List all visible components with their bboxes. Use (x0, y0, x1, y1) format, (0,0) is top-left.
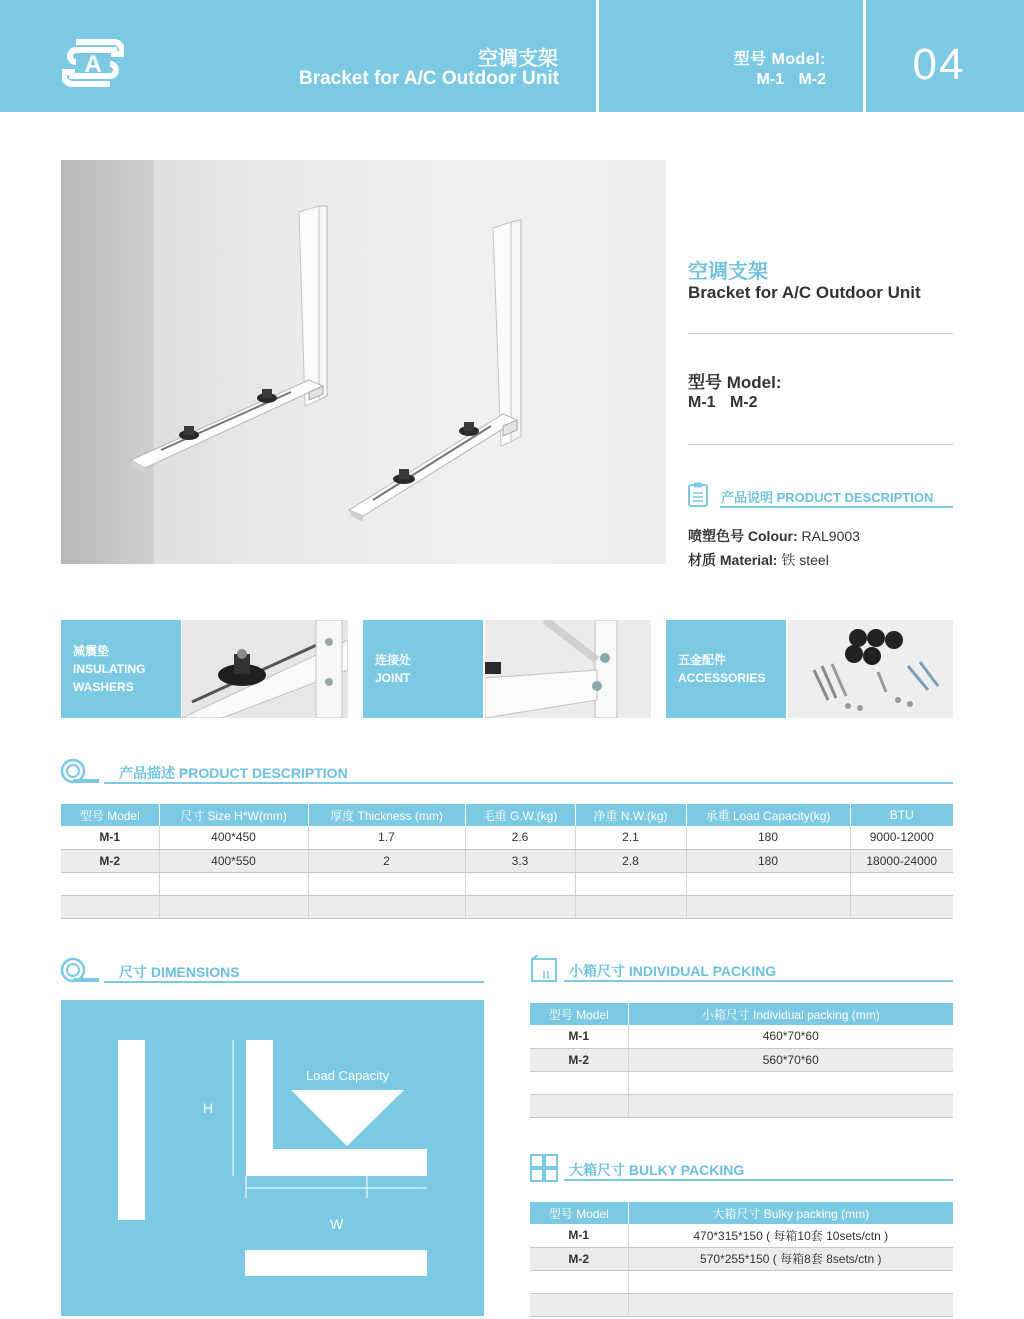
table-header-row (530, 1003, 953, 1025)
page-number: 04 (912, 40, 966, 89)
section-underline (564, 980, 953, 982)
thumbnail-label-accessories (666, 620, 786, 718)
large-box-icon (530, 1154, 558, 1182)
table-cell: M-2 (530, 1048, 628, 1071)
column-header: BTU (850, 804, 953, 826)
table-cell: M-1 (61, 826, 159, 849)
product-photo (61, 160, 666, 564)
material-spec (688, 550, 829, 570)
thumbnail-photo-washers (182, 620, 348, 718)
table-row (61, 849, 953, 872)
table-cell (628, 1071, 953, 1094)
colour-label: 喷塑色号 Colour: (688, 528, 798, 544)
table-row (61, 826, 953, 849)
clipboard-icon (688, 482, 708, 507)
section-underline (564, 1179, 953, 1181)
table-cell: 2.1 (575, 826, 686, 849)
header-model-label: 型号 Model: (733, 51, 826, 68)
column-header: 型号 Model (61, 804, 159, 826)
small-box-icon (530, 955, 558, 983)
thumbnail-label-cn: 连接处 (375, 653, 412, 667)
table-cell: 9000-12000 (850, 826, 953, 849)
table-cell (530, 1071, 628, 1094)
table-cell: 2.8 (575, 849, 686, 872)
table-cell (530, 1293, 628, 1316)
column-header: 净重 N.W.(kg) (575, 804, 686, 826)
table-row (61, 895, 953, 918)
thumbnail-photo-joint (485, 620, 651, 718)
table-cell (850, 895, 953, 918)
table-cell (628, 1270, 953, 1293)
table-cell: M-1 (530, 1224, 628, 1247)
table-cell (465, 872, 575, 895)
table-cell: 18000-24000 (850, 849, 953, 872)
table-cell (686, 895, 850, 918)
table-cell: 460*70*60 (628, 1025, 953, 1048)
table-cell (159, 872, 308, 895)
table-cell (575, 895, 686, 918)
material-label: 材质 Material: (688, 552, 778, 568)
table-cell (159, 895, 308, 918)
bracket-dimension-drawing (61, 1000, 484, 1316)
table-cell: 180 (686, 849, 850, 872)
model-values: M-1 M-2 (688, 394, 758, 411)
table-cell (465, 895, 575, 918)
individual-packing-title: 小箱尺寸 INDIVIDUAL PACKING (569, 963, 777, 979)
table-cell (628, 1293, 953, 1316)
column-header: 厚度 Thickness (mm) (308, 804, 465, 826)
bracket-pair-illustration (61, 160, 666, 564)
column-header: 型号 Model (530, 1202, 628, 1224)
table-cell: 400*450 (159, 826, 308, 849)
header-models: M-1 M-2 (756, 71, 826, 88)
table-cell: 1.7 (308, 826, 465, 849)
individual-packing-table (530, 1003, 953, 1118)
column-header: 承重 Load Capacity(kg) (686, 804, 850, 826)
thumbnail-label-en: ACCESSORIES (678, 671, 766, 685)
column-header: 小箱尺寸 Individual packing (mm) (628, 1003, 953, 1025)
colour-spec (688, 526, 860, 546)
thumbnail-label-en: JOINT (375, 671, 411, 685)
bracket-left (131, 206, 327, 474)
thumbnail-label-en: INSULATING (73, 662, 146, 676)
table-header-row (530, 1202, 953, 1224)
table-cell: M-2 (61, 849, 159, 872)
column-header: 型号 Model (530, 1003, 628, 1025)
thumbnail-label-cn: 五金配件 (678, 653, 727, 667)
table-row (530, 1293, 953, 1316)
table-cell: 570*255*150 ( 每箱8套 8sets/ctn ) (628, 1247, 953, 1270)
table-cell: 3.3 (465, 849, 575, 872)
column-header: 大箱尺寸 Bulky packing (mm) (628, 1202, 953, 1224)
table-cell (686, 872, 850, 895)
thumbnail-label-cn: 减震垫 (73, 644, 110, 658)
model-label: 型号 Model: (688, 373, 782, 392)
divider (688, 444, 953, 445)
bulky-packing-table (530, 1202, 953, 1317)
table-cell: 470*315*150 ( 每箱10套 10sets/ctn ) (628, 1224, 953, 1247)
brand-logo-icon (62, 36, 124, 90)
table-cell (575, 872, 686, 895)
product-title-en: Bracket for A/C Outdoor Unit (688, 283, 921, 302)
column-header: 尺寸 Size H*W(mm) (159, 804, 308, 826)
tape-measure-icon (60, 758, 100, 784)
width-label: W (330, 1216, 344, 1232)
colour-value: RAL9003 (801, 528, 860, 544)
table-row (530, 1048, 953, 1071)
table-header-row (61, 804, 953, 826)
table-cell: 400*550 (159, 849, 308, 872)
table-row (530, 1025, 953, 1048)
dimensions-title: 尺寸 DIMENSIONS (119, 964, 240, 980)
table-row (530, 1270, 953, 1293)
product-spec-table (61, 804, 953, 919)
table-cell: M-2 (530, 1247, 628, 1270)
table-cell (61, 895, 159, 918)
load-capacity-label: Load Capacity (306, 1068, 390, 1083)
table-row (530, 1247, 953, 1270)
table-cell (530, 1094, 628, 1117)
section-underline (104, 782, 953, 784)
bulky-packing-title: 大箱尺寸 BULKY PACKING (569, 1162, 745, 1178)
height-label: H (203, 1100, 214, 1116)
table-cell (308, 895, 465, 918)
header-divider (596, 0, 599, 112)
table-cell: 180 (686, 826, 850, 849)
header-title-cn: 空调支架 (478, 48, 558, 70)
table-cell (628, 1094, 953, 1117)
tape-measure-icon (60, 957, 100, 983)
table-cell (308, 872, 465, 895)
table-cell: 2 (308, 849, 465, 872)
table-row (530, 1094, 953, 1117)
dimensions-diagram (61, 1000, 484, 1316)
bracket-right (349, 220, 521, 522)
table-row (530, 1071, 953, 1094)
material-value: 铁 steel (781, 552, 829, 568)
table-row (530, 1224, 953, 1247)
table-cell: 2.6 (465, 826, 575, 849)
thumbnail-photo-accessories (788, 620, 953, 718)
section-underline (104, 981, 484, 983)
product-description-heading: 产品说明 PRODUCT DESCRIPTION (721, 490, 934, 505)
heading-underline (720, 506, 953, 508)
header-title-en: Bracket for A/C Outdoor Unit (298, 68, 559, 89)
table-cell (61, 872, 159, 895)
product-table-title: 产品描述 PRODUCT DESCRIPTION (119, 765, 348, 781)
logo-letter: A (84, 51, 102, 78)
table-cell (530, 1270, 628, 1293)
table-cell (850, 872, 953, 895)
thumbnail-label-washers (61, 620, 181, 718)
divider (688, 333, 953, 334)
table-row (61, 872, 953, 895)
thumbnail-label-joint (363, 620, 483, 718)
product-title-cn: 空调支架 (688, 261, 768, 283)
table-cell: 560*70*60 (628, 1048, 953, 1071)
thumbnail-label-en: WASHERS (73, 680, 134, 694)
table-cell: M-1 (530, 1025, 628, 1048)
column-header: 毛重 G.W.(kg) (465, 804, 575, 826)
